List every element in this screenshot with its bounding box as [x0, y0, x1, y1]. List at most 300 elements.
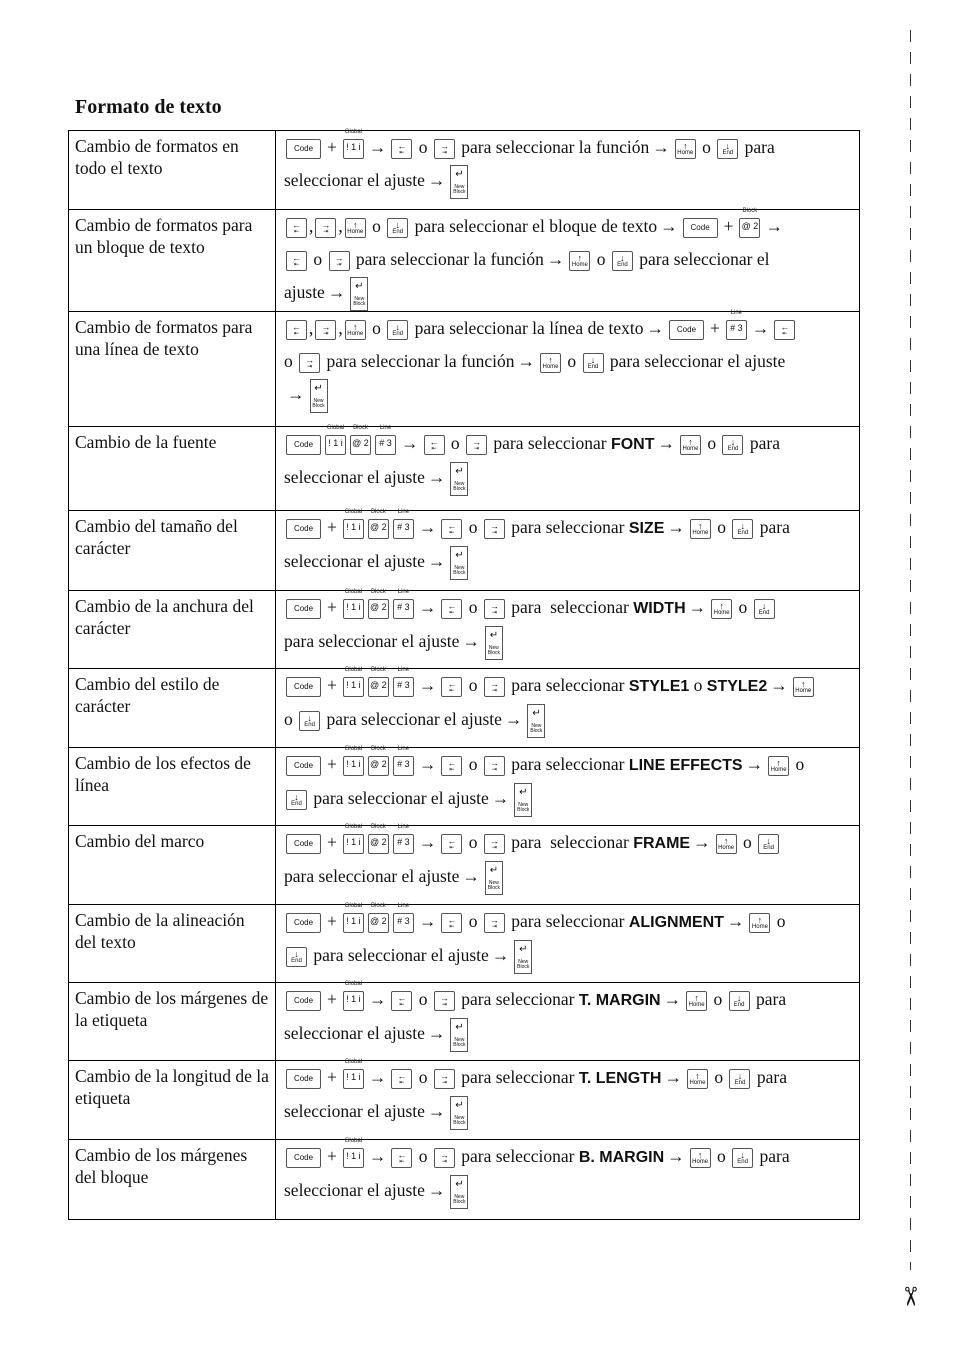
instruction-text: o — [468, 753, 478, 774]
instruction-text: para seleccionar el ajuste — [313, 787, 489, 808]
key-code — [286, 1069, 321, 1089]
row-description: Cambio de formatos para un bloque de texto — [69, 210, 276, 312]
plus-symbol: + — [327, 1066, 337, 1087]
key-sub: Home — [689, 1079, 706, 1086]
left-arrow-key — [286, 251, 307, 271]
arrow-symbol: → — [726, 910, 745, 931]
instruction-text: seleccionar el ajuste — [284, 466, 425, 487]
instruction-text: para seleccionar — [461, 988, 575, 1009]
instruction-text: o — [702, 137, 711, 157]
left-arrow-key — [441, 677, 462, 697]
plus-symbol: + — [327, 674, 337, 695]
end-key — [758, 834, 779, 854]
key-sub: ⇥ — [307, 363, 313, 370]
key-glyph: ↓ — [294, 948, 299, 959]
key-k3 — [375, 424, 396, 455]
arrow-symbol: → — [765, 216, 783, 236]
return-new-block-key — [450, 462, 468, 496]
instruction-text: para seleccionar el ajuste — [326, 708, 502, 729]
key-sub: New Block — [487, 879, 500, 891]
option-name: T. MARGIN — [578, 991, 661, 1009]
left-arrow-key — [286, 218, 307, 238]
key-k3 — [393, 508, 414, 539]
key-sub: ⇥ — [491, 844, 497, 851]
key-function-label: Block — [371, 745, 386, 752]
key-sub: ⇤ — [431, 445, 437, 452]
key-glyph: Code — [690, 222, 710, 232]
key-glyph: ↓ — [766, 835, 771, 846]
arrow-symbol: → — [491, 944, 510, 965]
key-glyph: Code — [293, 1152, 314, 1162]
home-key — [680, 435, 701, 455]
row-description: Cambio del marco — [69, 825, 276, 904]
key-function-label: Global — [344, 745, 363, 752]
table-row — [69, 510, 860, 590]
row-instructions — [276, 207, 860, 312]
instruction-text: o — [707, 432, 717, 453]
key-glyph: → — [321, 219, 331, 230]
key-glyph: ↑ — [695, 1070, 700, 1081]
key-code — [683, 218, 718, 238]
key-glyph: Code — [293, 838, 314, 848]
arrow-symbol: → — [667, 1145, 685, 1166]
return-new-block-key — [310, 379, 328, 413]
key-glyph: ! 1 i — [346, 679, 361, 690]
right-arrow-key — [434, 1148, 455, 1168]
key-sub: End — [734, 1079, 746, 1086]
arrow-symbol: → — [427, 1100, 446, 1121]
key-glyph: ↑ — [694, 992, 699, 1003]
instruction-text: para — [744, 137, 775, 157]
key-glyph: → — [439, 1070, 449, 1081]
key-k1 — [325, 424, 346, 455]
key-sub: ⇥ — [441, 149, 447, 156]
row-instructions — [276, 311, 860, 426]
key-glyph: Code — [293, 681, 314, 691]
instruction-text: para seleccionar el bloque de texto — [414, 216, 658, 236]
key-glyph: ↵ — [519, 943, 528, 955]
key-glyph: ← — [397, 992, 407, 1003]
key-sub: Home — [677, 149, 694, 156]
key-glyph: ! 1 i — [328, 437, 343, 448]
key-glyph: @ 2 — [370, 601, 387, 612]
plus-symbol: + — [327, 137, 337, 157]
row-instructions — [276, 904, 860, 982]
instruction-text: o — [596, 249, 606, 269]
arrow-symbol: → — [664, 1066, 682, 1087]
right-arrow-key — [434, 139, 455, 159]
key-glyph: Code — [293, 995, 314, 1005]
left-arrow-key — [441, 913, 462, 933]
row-description: Cambio de los márgenes del bloque — [69, 1139, 276, 1219]
key-sub: End — [727, 445, 739, 452]
right-arrow-key — [484, 913, 505, 933]
table-row — [69, 311, 860, 426]
instruction-text: para seleccionar — [511, 753, 625, 774]
key-glyph: Code — [293, 143, 314, 153]
key-glyph: ← — [447, 835, 457, 846]
instruction-text: , — [309, 216, 314, 236]
key-sub: End — [763, 844, 774, 851]
return-new-block-key — [485, 861, 503, 895]
instruction-text: para seleccionar — [511, 596, 629, 617]
key-glyph: @ 2 — [741, 220, 759, 231]
end-key — [732, 1148, 753, 1168]
end-key — [387, 218, 408, 238]
home-key — [686, 991, 707, 1011]
arrow-symbol: → — [418, 831, 437, 852]
key-glyph: ↓ — [395, 321, 400, 332]
key-sub: ⇤ — [449, 844, 455, 851]
key-sub: New Block — [453, 480, 466, 492]
key-sub: End — [291, 800, 302, 807]
instruction-text: o — [742, 831, 752, 852]
instruction-text: o — [284, 708, 293, 729]
left-arrow-key — [441, 519, 462, 539]
arrow-symbol: → — [491, 787, 510, 808]
key-glyph: ↑ — [801, 678, 806, 689]
home-key — [749, 913, 770, 933]
instruction-text: o — [372, 317, 381, 338]
plus-symbol: + — [709, 317, 720, 338]
key-sub: ⇤ — [782, 330, 788, 337]
key-glyph: → — [305, 354, 315, 365]
key-function-label: Block — [371, 508, 386, 515]
key-glyph: ↵ — [519, 786, 528, 798]
instruction-text: , — [338, 317, 343, 338]
key-glyph: ↵ — [455, 549, 464, 561]
instruction-text: para seleccionar la línea de texto — [414, 317, 644, 338]
end-key — [729, 1069, 750, 1089]
right-arrow-key — [484, 677, 505, 697]
key-glyph: @ 2 — [370, 679, 387, 690]
table-row — [69, 982, 860, 1060]
return-new-block-key — [485, 626, 503, 660]
key-glyph: ← — [447, 678, 457, 689]
key-glyph: → — [321, 321, 331, 332]
plus-symbol: + — [327, 753, 337, 774]
key-function-label: Block — [371, 902, 386, 909]
key-k1 — [343, 902, 364, 933]
text-format-table — [68, 130, 860, 1220]
instruction-text: para seleccionar — [511, 674, 625, 695]
key-glyph: Code — [293, 603, 314, 613]
key-k1 — [343, 745, 364, 776]
key-glyph: ↑ — [683, 140, 688, 151]
home-key — [690, 1148, 711, 1168]
left-arrow-key — [441, 756, 462, 776]
key-function-label: Line — [397, 508, 410, 515]
key-glyph: ← — [292, 252, 301, 263]
key-k3 — [393, 823, 414, 854]
return-new-block-key — [450, 1018, 468, 1052]
key-function-label: Global — [344, 823, 363, 830]
key-k2 — [368, 823, 389, 854]
row-instructions — [276, 747, 860, 825]
instruction-text: para seleccionar — [511, 831, 629, 852]
key-k2 — [368, 508, 389, 539]
key-glyph: ↵ — [455, 168, 464, 180]
arrow-symbol: → — [418, 674, 437, 695]
home-key — [690, 519, 711, 539]
arrow-symbol: → — [462, 865, 480, 886]
instruction-text: para seleccionar el ajuste — [284, 865, 460, 886]
key-k3 — [393, 745, 414, 776]
arrow-symbol: → — [427, 170, 446, 190]
arrow-symbol: → — [427, 550, 446, 571]
home-key — [793, 677, 814, 697]
instruction-text: para seleccionar la función — [355, 249, 544, 269]
key-glyph: @ 2 — [370, 915, 387, 926]
right-arrow-key — [484, 834, 505, 854]
key-glyph: ↑ — [353, 321, 358, 332]
arrow-symbol: → — [287, 383, 305, 404]
key-sub: Home — [718, 844, 735, 851]
option-name: SIZE — [628, 519, 665, 537]
key-glyph: ! 1 i — [346, 141, 361, 152]
key-code — [286, 913, 321, 933]
key-sub: Home — [347, 228, 364, 235]
key-sub: ⇤ — [293, 261, 300, 268]
row-description: Cambio de la fuente — [69, 426, 276, 510]
return-new-block-key — [450, 1175, 468, 1209]
key-sub: Home — [692, 529, 709, 536]
scissors-icon: ✂ — [895, 1285, 926, 1308]
arrow-symbol: → — [462, 630, 480, 651]
key-function-label: Block — [371, 823, 386, 830]
key-sub: End — [304, 721, 315, 728]
key-function-label: Global — [326, 424, 345, 431]
arrow-symbol: → — [427, 1022, 446, 1043]
arrow-symbol: → — [418, 753, 437, 774]
key-glyph: # 3 — [397, 915, 410, 926]
option-name: STYLE1 — [628, 677, 690, 695]
table-row — [69, 747, 860, 825]
arrow-symbol: → — [427, 1179, 446, 1200]
key-k1 — [343, 666, 364, 697]
key-glyph: @ 2 — [370, 836, 387, 847]
key-sub: New Block — [453, 564, 466, 576]
table-row — [69, 131, 860, 210]
cut-line — [910, 30, 911, 1270]
key-function-label: Block — [371, 666, 386, 673]
key-k3 — [393, 588, 414, 619]
row-description: Cambio de la anchura del carácter — [69, 590, 276, 668]
option-name: FRAME — [633, 834, 691, 852]
key-glyph: ↓ — [395, 219, 400, 230]
instruction-text: para seleccionar — [493, 432, 607, 453]
instruction-text: o — [693, 674, 703, 695]
key-k2 — [368, 588, 389, 619]
key-sub: New Block — [530, 722, 543, 734]
key-function-label: Global — [344, 128, 363, 135]
plus-symbol: + — [327, 516, 337, 537]
key-sub: Home — [542, 363, 559, 370]
instruction-text: para — [755, 988, 787, 1009]
key-function-label: Line — [397, 588, 410, 595]
instruction-text: para seleccionar el ajuste — [284, 630, 460, 651]
instruction-text: para seleccionar el ajuste — [313, 944, 489, 965]
key-glyph: # 3 — [397, 521, 410, 532]
instruction-text: seleccionar el ajuste — [284, 1022, 425, 1043]
key-glyph: ↓ — [590, 354, 596, 365]
key-glyph: # 3 — [397, 601, 410, 612]
key-glyph: → — [489, 757, 499, 768]
key-sub: ⇤ — [449, 923, 455, 930]
table-row — [69, 426, 860, 510]
instruction-text: ajuste — [284, 282, 325, 302]
key-glyph: ↵ — [532, 707, 541, 719]
row-instructions — [276, 668, 860, 747]
instruction-text: o — [468, 910, 478, 931]
key-sub: End — [737, 529, 749, 536]
table-row — [69, 1060, 860, 1139]
right-arrow-key — [329, 251, 350, 271]
key-k2 — [368, 666, 389, 697]
key-sub: ⇤ — [399, 1158, 405, 1165]
arrow-symbol: → — [546, 249, 565, 269]
key-sub: ⇥ — [323, 330, 329, 337]
home-key — [716, 834, 737, 854]
key-glyph: ← — [447, 914, 457, 925]
key-glyph: ↓ — [740, 1149, 745, 1160]
instruction-text: o — [776, 910, 786, 931]
key-glyph: ↵ — [489, 629, 499, 641]
key-sub: Home — [692, 1158, 709, 1165]
instruction-text: o — [468, 516, 478, 537]
instruction-text: para seleccionar el ajuste — [609, 350, 786, 371]
arrow-symbol: → — [401, 432, 419, 453]
key-sub: ⇥ — [323, 228, 329, 235]
row-instructions — [276, 1060, 860, 1139]
arrow-symbol: → — [657, 432, 675, 453]
key-function-label: Global — [344, 902, 363, 909]
key-glyph: ! 1 i — [346, 993, 361, 1004]
option-name: FONT — [610, 435, 655, 453]
option-name: B. MARGIN — [578, 1148, 665, 1166]
instruction-text: o — [418, 1066, 428, 1087]
row-description: Cambio del tamaño del carácter — [69, 510, 276, 590]
arrow-symbol: → — [327, 282, 346, 302]
table-row — [69, 1139, 860, 1219]
left-arrow-key — [441, 834, 462, 854]
key-sub: Home — [347, 330, 364, 337]
key-k2 — [368, 745, 389, 776]
end-key — [722, 435, 743, 455]
key-code — [286, 756, 321, 776]
key-k3 — [726, 309, 747, 340]
return-new-block-key — [514, 783, 532, 817]
key-glyph: ↑ — [723, 835, 729, 846]
key-glyph: # 3 — [397, 758, 410, 769]
arrow-symbol: → — [427, 466, 446, 487]
home-key — [711, 599, 732, 619]
key-glyph: ↓ — [620, 252, 625, 263]
key-function-label: Line — [397, 902, 410, 909]
return-new-block-key — [450, 165, 468, 199]
arrow-symbol: → — [646, 317, 664, 338]
key-glyph: ! 1 i — [346, 1071, 361, 1082]
key-sub: End — [617, 261, 628, 268]
key-glyph: ↵ — [455, 1021, 464, 1033]
row-description: Cambio de formatos en todo el texto — [69, 131, 276, 210]
key-glyph: ↑ — [698, 520, 703, 531]
key-sub: ⇥ — [336, 261, 342, 268]
key-sub: End — [733, 1001, 745, 1008]
key-function-label: Line — [397, 823, 410, 830]
key-sub: New Block — [487, 644, 500, 656]
key-sub: New Block — [517, 958, 530, 970]
instruction-text: para — [759, 516, 790, 537]
arrow-symbol: → — [663, 988, 682, 1009]
instruction-text: o — [284, 350, 293, 371]
row-instructions — [276, 825, 860, 904]
instruction-text: o — [418, 1145, 428, 1166]
key-glyph: → — [472, 436, 481, 447]
key-code — [286, 435, 321, 455]
instruction-text: o — [468, 596, 478, 617]
key-glyph: Code — [293, 917, 314, 927]
key-sub: New Block — [453, 1114, 466, 1126]
table-row — [69, 210, 860, 312]
right-arrow-key — [315, 218, 336, 238]
row-description: Cambio de la longitud de la etiqueta — [69, 1060, 276, 1139]
row-instructions — [276, 1139, 860, 1219]
end-key — [387, 320, 408, 340]
key-glyph: ↓ — [740, 520, 746, 531]
key-sub: ⇥ — [491, 687, 497, 694]
key-sub: ⇤ — [449, 609, 455, 616]
key-glyph: ↓ — [761, 600, 767, 611]
option-name: ALIGNMENT — [628, 913, 724, 931]
key-function-label: Global — [344, 588, 363, 595]
key-function-label: Global — [344, 508, 363, 515]
key-glyph: Code — [293, 1073, 314, 1083]
key-glyph: ← — [780, 321, 790, 332]
instruction-text: o — [418, 137, 428, 157]
row-description: Cambio de los efectos de línea — [69, 747, 276, 825]
key-k1 — [343, 980, 364, 1011]
instruction-text: o — [468, 674, 478, 695]
plus-symbol: + — [327, 910, 337, 931]
key-glyph: → — [439, 1149, 449, 1160]
key-sub: End — [392, 228, 404, 235]
row-instructions — [276, 982, 860, 1060]
return-new-block-key — [350, 277, 368, 311]
key-glyph: ← — [447, 520, 457, 531]
key-glyph: ← — [292, 321, 301, 332]
key-sub: ⇤ — [293, 228, 300, 235]
key-k2 — [350, 424, 371, 455]
instruction-text: seleccionar el ajuste — [284, 1179, 425, 1200]
key-glyph: ← — [447, 757, 457, 768]
right-arrow-key — [484, 599, 505, 619]
right-arrow-key — [484, 756, 505, 776]
key-sub: ⇥ — [441, 1158, 447, 1165]
arrow-symbol: → — [418, 516, 437, 537]
instruction-text: para seleccionar la función — [326, 350, 515, 371]
row-description: Cambio de la alineación del texto — [69, 904, 276, 982]
arrow-symbol: → — [517, 350, 536, 371]
key-k1 — [343, 1137, 364, 1168]
plus-symbol: + — [327, 1145, 337, 1166]
key-sub: ⇥ — [441, 1079, 447, 1086]
key-glyph: ↓ — [737, 1070, 743, 1081]
key-glyph: ← — [397, 1070, 407, 1081]
key-sub: End — [737, 1158, 748, 1165]
arrow-symbol: → — [368, 1066, 387, 1087]
key-glyph: ↓ — [307, 712, 312, 723]
